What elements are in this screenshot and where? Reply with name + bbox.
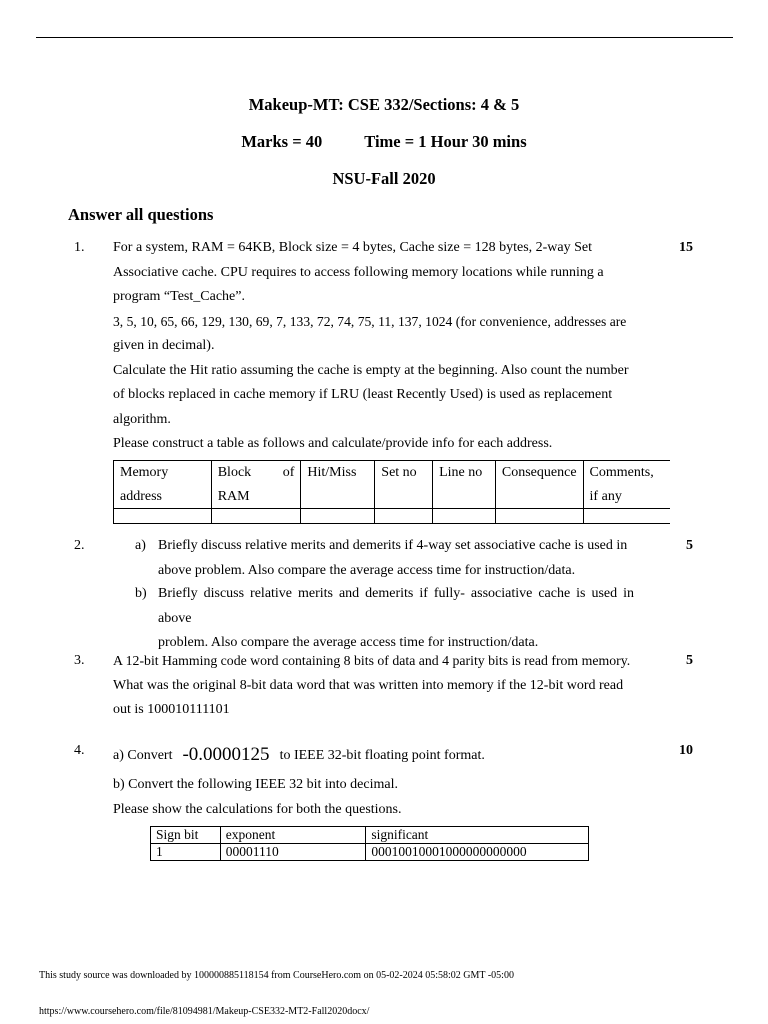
table-cell bbox=[583, 509, 670, 524]
table-cell bbox=[375, 509, 433, 524]
col-sign-bit: Sign bit bbox=[151, 827, 221, 844]
table-cell bbox=[301, 509, 375, 524]
sign-bit-value: 1 bbox=[151, 844, 221, 861]
col-comments: Comments, if any bbox=[583, 461, 670, 509]
ieee-table-header-row bbox=[151, 827, 589, 844]
exponent-value: 00001110 bbox=[220, 844, 366, 861]
q3-line: out is 100010111101 bbox=[113, 702, 230, 717]
col-memory-address: Memory address bbox=[114, 461, 212, 509]
question-2-number: 2. bbox=[74, 538, 85, 553]
q2b-line: problem. Also compare the average access time for instruction/data. bbox=[158, 635, 539, 650]
table-cell bbox=[433, 509, 496, 524]
col-exponent: exponent bbox=[220, 827, 366, 844]
q2-part-b-text bbox=[158, 582, 634, 656]
question-1-marks: 15 bbox=[679, 240, 693, 255]
question-3-marks: 5 bbox=[686, 653, 693, 668]
q4-part-b: b) Convert the following IEEE 32 bit into decimal. bbox=[113, 777, 398, 792]
table-cell bbox=[114, 509, 212, 524]
top-rule bbox=[36, 37, 733, 38]
q1-line: of blocks replaced in cache memory if LRU (least Recently Used) is used as replacement bbox=[113, 387, 613, 402]
exam-term: NSU-Fall 2020 bbox=[332, 169, 436, 188]
question-4-number: 4. bbox=[74, 743, 85, 758]
q3-line: A 12-bit Hamming code word containing 8 bits of data and 4 parity bits is read from memory. bbox=[113, 653, 631, 668]
question-2-marks: 5 bbox=[686, 538, 693, 553]
q1-address-list: 3, 5, 10, 65, 66, 129, 130, 69, 7, 133, 72, 74, 75, 11, 137, 1024 (for convenience, addresses are bbox=[113, 313, 627, 329]
q1-line: algorithm. bbox=[113, 411, 171, 427]
question-1-text bbox=[113, 236, 634, 457]
q2a-line: Briefly discuss relative merits and demerits if 4-way set associative cache is used in bbox=[158, 538, 628, 553]
col-consequence: Consequence bbox=[495, 461, 583, 509]
cache-table-empty-row bbox=[114, 509, 671, 524]
col-significant: significant bbox=[366, 827, 589, 844]
q1-line: Calculate the Hit ratio assuming the cache is empty at the beginning. Also count the number bbox=[113, 362, 629, 378]
q2b-line: Briefly discuss relative merits and demerits if fully- associative cache is used in above bbox=[158, 586, 634, 626]
marks-time-line bbox=[0, 132, 768, 152]
col-block-of-ram: Block of RAM bbox=[211, 461, 301, 509]
q4-part-a bbox=[113, 742, 485, 769]
footer-source-note: This study source was downloaded by 100000885118154 from CourseHero.com on 05-02-2024 05:58:02 GMT -05:00 bbox=[39, 970, 514, 981]
total-marks: Marks = 40 bbox=[241, 132, 323, 151]
table-cell bbox=[495, 509, 583, 524]
q1-line: Associative cache. CPU requires to access following memory locations while running a bbox=[113, 264, 604, 280]
cache-table-header-row bbox=[114, 461, 671, 509]
q4-note: Please show the calculations for both the questions. bbox=[113, 802, 402, 817]
ieee-table-row bbox=[151, 844, 589, 861]
footer-url[interactable]: https://www.coursehero.com/file/81094981/Makeup-CSE332-MT2-Fall2020docx/ bbox=[39, 1006, 370, 1017]
q2-part-a-text bbox=[158, 534, 634, 583]
q4a-prefix: a) Convert bbox=[113, 748, 173, 763]
q3-line: What was the original 8-bit data word that was written into memory if the 12-bit word read bbox=[113, 677, 624, 693]
q2a-line: above problem. Also compare the average access time for instruction/data. bbox=[158, 562, 576, 578]
cache-table bbox=[113, 460, 670, 524]
q2-part-a-label: a) bbox=[135, 538, 146, 553]
q1-line: For a system, RAM = 64KB, Block size = 4 bytes, Cache size = 128 bytes, 2-way Set bbox=[113, 240, 593, 255]
q2-part-b-label: b) bbox=[135, 586, 147, 601]
question-4-marks: 10 bbox=[679, 743, 693, 758]
significant-value: 00010010001000000000000 bbox=[366, 844, 589, 861]
question-1-number: 1. bbox=[74, 240, 85, 255]
q1-line: program “Test_Cache”. bbox=[113, 289, 245, 304]
q1-line: given in decimal). bbox=[113, 338, 215, 353]
table-cell bbox=[211, 509, 301, 524]
col-hit-miss: Hit/Miss bbox=[301, 461, 375, 509]
col-line-no: Line no bbox=[433, 461, 496, 509]
q4a-suffix: to IEEE 32-bit floating point format. bbox=[279, 748, 485, 763]
exam-title: Makeup-MT: CSE 332/Sections: 4 & 5 bbox=[248, 95, 520, 114]
question-3-number: 3. bbox=[74, 653, 85, 668]
q4a-value: -0.0000125 bbox=[182, 744, 270, 765]
ieee-table bbox=[150, 826, 589, 861]
instructions-heading: Answer all questions bbox=[68, 205, 214, 224]
q1-line: Please construct a table as follows and calculate/provide info for each address. bbox=[113, 436, 553, 451]
question-3-text bbox=[113, 649, 634, 723]
exam-duration: Time = 1 Hour 30 mins bbox=[364, 132, 527, 151]
col-set-no: Set no bbox=[375, 461, 433, 509]
